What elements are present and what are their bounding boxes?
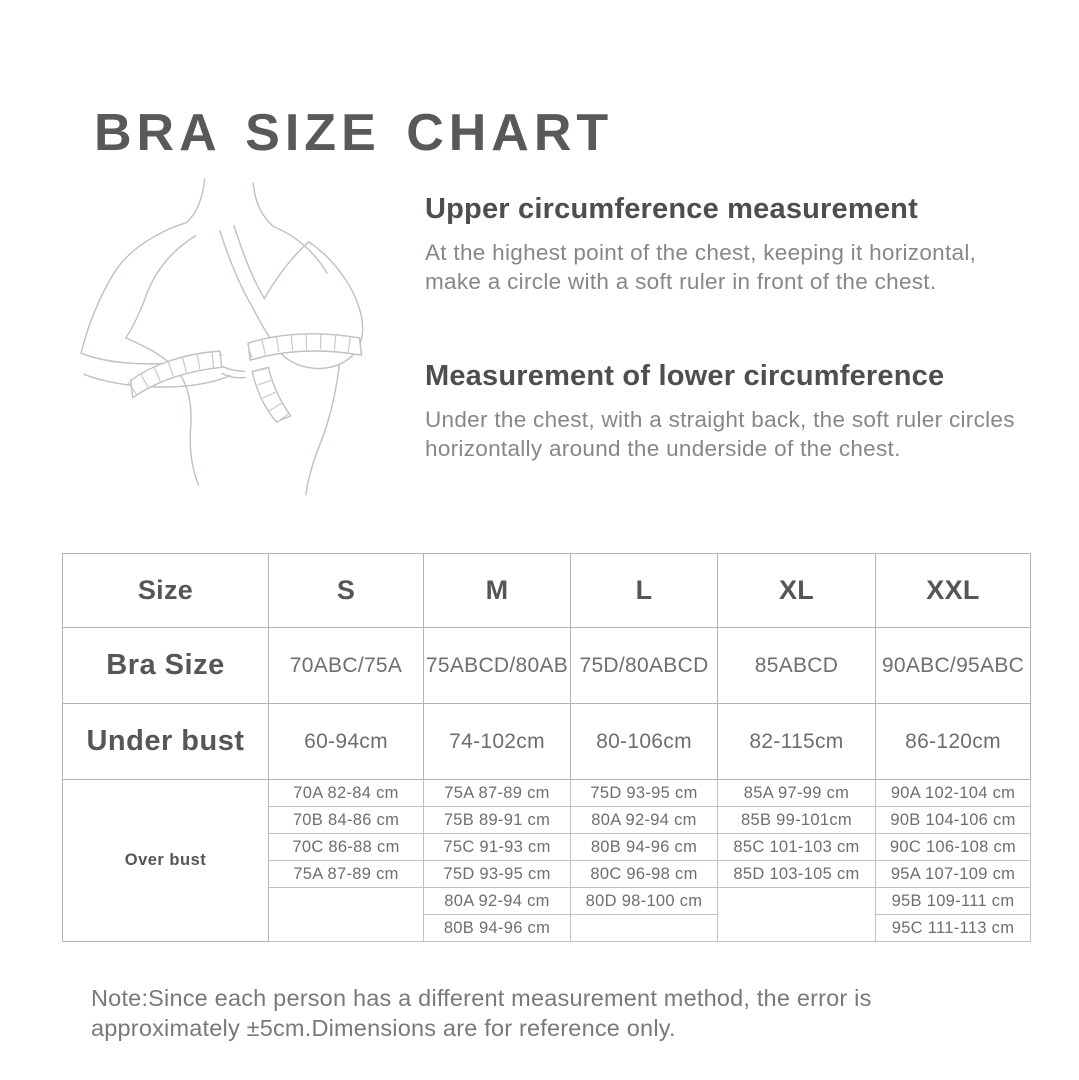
over-bust-cell: 85C 101-103 cm xyxy=(718,834,876,861)
bra-size-l: 75D/80ABCD xyxy=(571,628,718,704)
page-title: BRA SIZE CHART xyxy=(94,104,614,162)
lower-measurement-section xyxy=(425,360,1017,463)
over-bust-cell: 80A 92-94 cm xyxy=(571,807,718,834)
over-bust-cell: 70B 84-86 cm xyxy=(269,807,424,834)
under-bust-label: Under bust xyxy=(63,704,269,780)
bra-size-label: Bra Size xyxy=(63,628,269,704)
header-xxl: XXL xyxy=(876,554,1031,628)
over-bust-cell: 75C 91-93 cm xyxy=(424,834,571,861)
over-bust-cell: 75D 93-95 cm xyxy=(424,861,571,888)
table-header-row xyxy=(63,554,1031,628)
over-bust-cell: 85B 99-101cm xyxy=(718,807,876,834)
over-bust-cell: 80D 98-100 cm xyxy=(571,888,718,915)
note-text: Note:Since each person has a different measurement method, the error is approximately ±5cm.Dimensions are for reference only. xyxy=(91,985,872,1041)
over-bust-cell: 90C 106-108 cm xyxy=(876,834,1031,861)
under-bust-l: 80-106cm xyxy=(571,704,718,780)
under-bust-xl: 82-115cm xyxy=(718,704,876,780)
over-bust-row-1 xyxy=(63,780,1031,807)
header-m: M xyxy=(424,554,571,628)
bra-size-row xyxy=(63,628,1031,704)
under-bust-row xyxy=(63,704,1031,780)
size-chart-table xyxy=(62,553,1031,942)
upper-measurement-section xyxy=(425,193,1017,296)
over-bust-cell: 95B 109-111 cm xyxy=(876,888,1031,915)
header-size: Size xyxy=(63,554,269,628)
bra-size-xl: 85ABCD xyxy=(718,628,876,704)
bra-measurement-illustration xyxy=(68,173,402,507)
over-bust-cell: 75A 87-89 cm xyxy=(269,861,424,888)
over-bust-cell: 80B 94-96 cm xyxy=(571,834,718,861)
over-bust-cell: 95C 111-113 cm xyxy=(876,915,1031,942)
under-bust-xxl: 86-120cm xyxy=(876,704,1031,780)
under-bust-s: 60-94cm xyxy=(269,704,424,780)
over-bust-label: Over bust xyxy=(63,780,269,942)
bra-size-m: 75ABCD/80AB xyxy=(424,628,571,704)
header-l: L xyxy=(571,554,718,628)
lower-measurement-body: Under the chest, with a straight back, the soft ruler circles horizontally around the underside of the chest. xyxy=(425,407,1015,461)
over-bust-cell-empty xyxy=(718,888,876,942)
over-bust-cell: 90A 102-104 cm xyxy=(876,780,1031,807)
under-bust-m: 74-102cm xyxy=(424,704,571,780)
over-bust-cell: 85A 97-99 cm xyxy=(718,780,876,807)
over-bust-cell: 80B 94-96 cm xyxy=(424,915,571,942)
over-bust-cell: 80C 96-98 cm xyxy=(571,861,718,888)
over-bust-cell-empty xyxy=(571,915,718,942)
over-bust-cell: 85D 103-105 cm xyxy=(718,861,876,888)
over-bust-cell-empty xyxy=(269,888,424,942)
lower-measurement-heading: Measurement of lower circumference xyxy=(425,360,945,392)
over-bust-cell: 80A 92-94 cm xyxy=(424,888,571,915)
over-bust-cell: 75D 93-95 cm xyxy=(571,780,718,807)
over-bust-cell: 70A 82-84 cm xyxy=(269,780,424,807)
header-s: S xyxy=(269,554,424,628)
over-bust-cell: 75A 87-89 cm xyxy=(424,780,571,807)
over-bust-cell: 70C 86-88 cm xyxy=(269,834,424,861)
upper-measurement-heading: Upper circumference measurement xyxy=(425,193,918,225)
over-bust-cell: 75B 89-91 cm xyxy=(424,807,571,834)
over-bust-cell: 95A 107-109 cm xyxy=(876,861,1031,888)
bra-size-xxl: 90ABC/95ABC xyxy=(876,628,1031,704)
over-bust-cell: 90B 104-106 cm xyxy=(876,807,1031,834)
header-xl: XL xyxy=(718,554,876,628)
upper-measurement-body: At the highest point of the chest, keeping it horizontal, make a circle with a soft ruler in front of the chest. xyxy=(425,240,977,294)
bra-size-s: 70ABC/75A xyxy=(269,628,424,704)
